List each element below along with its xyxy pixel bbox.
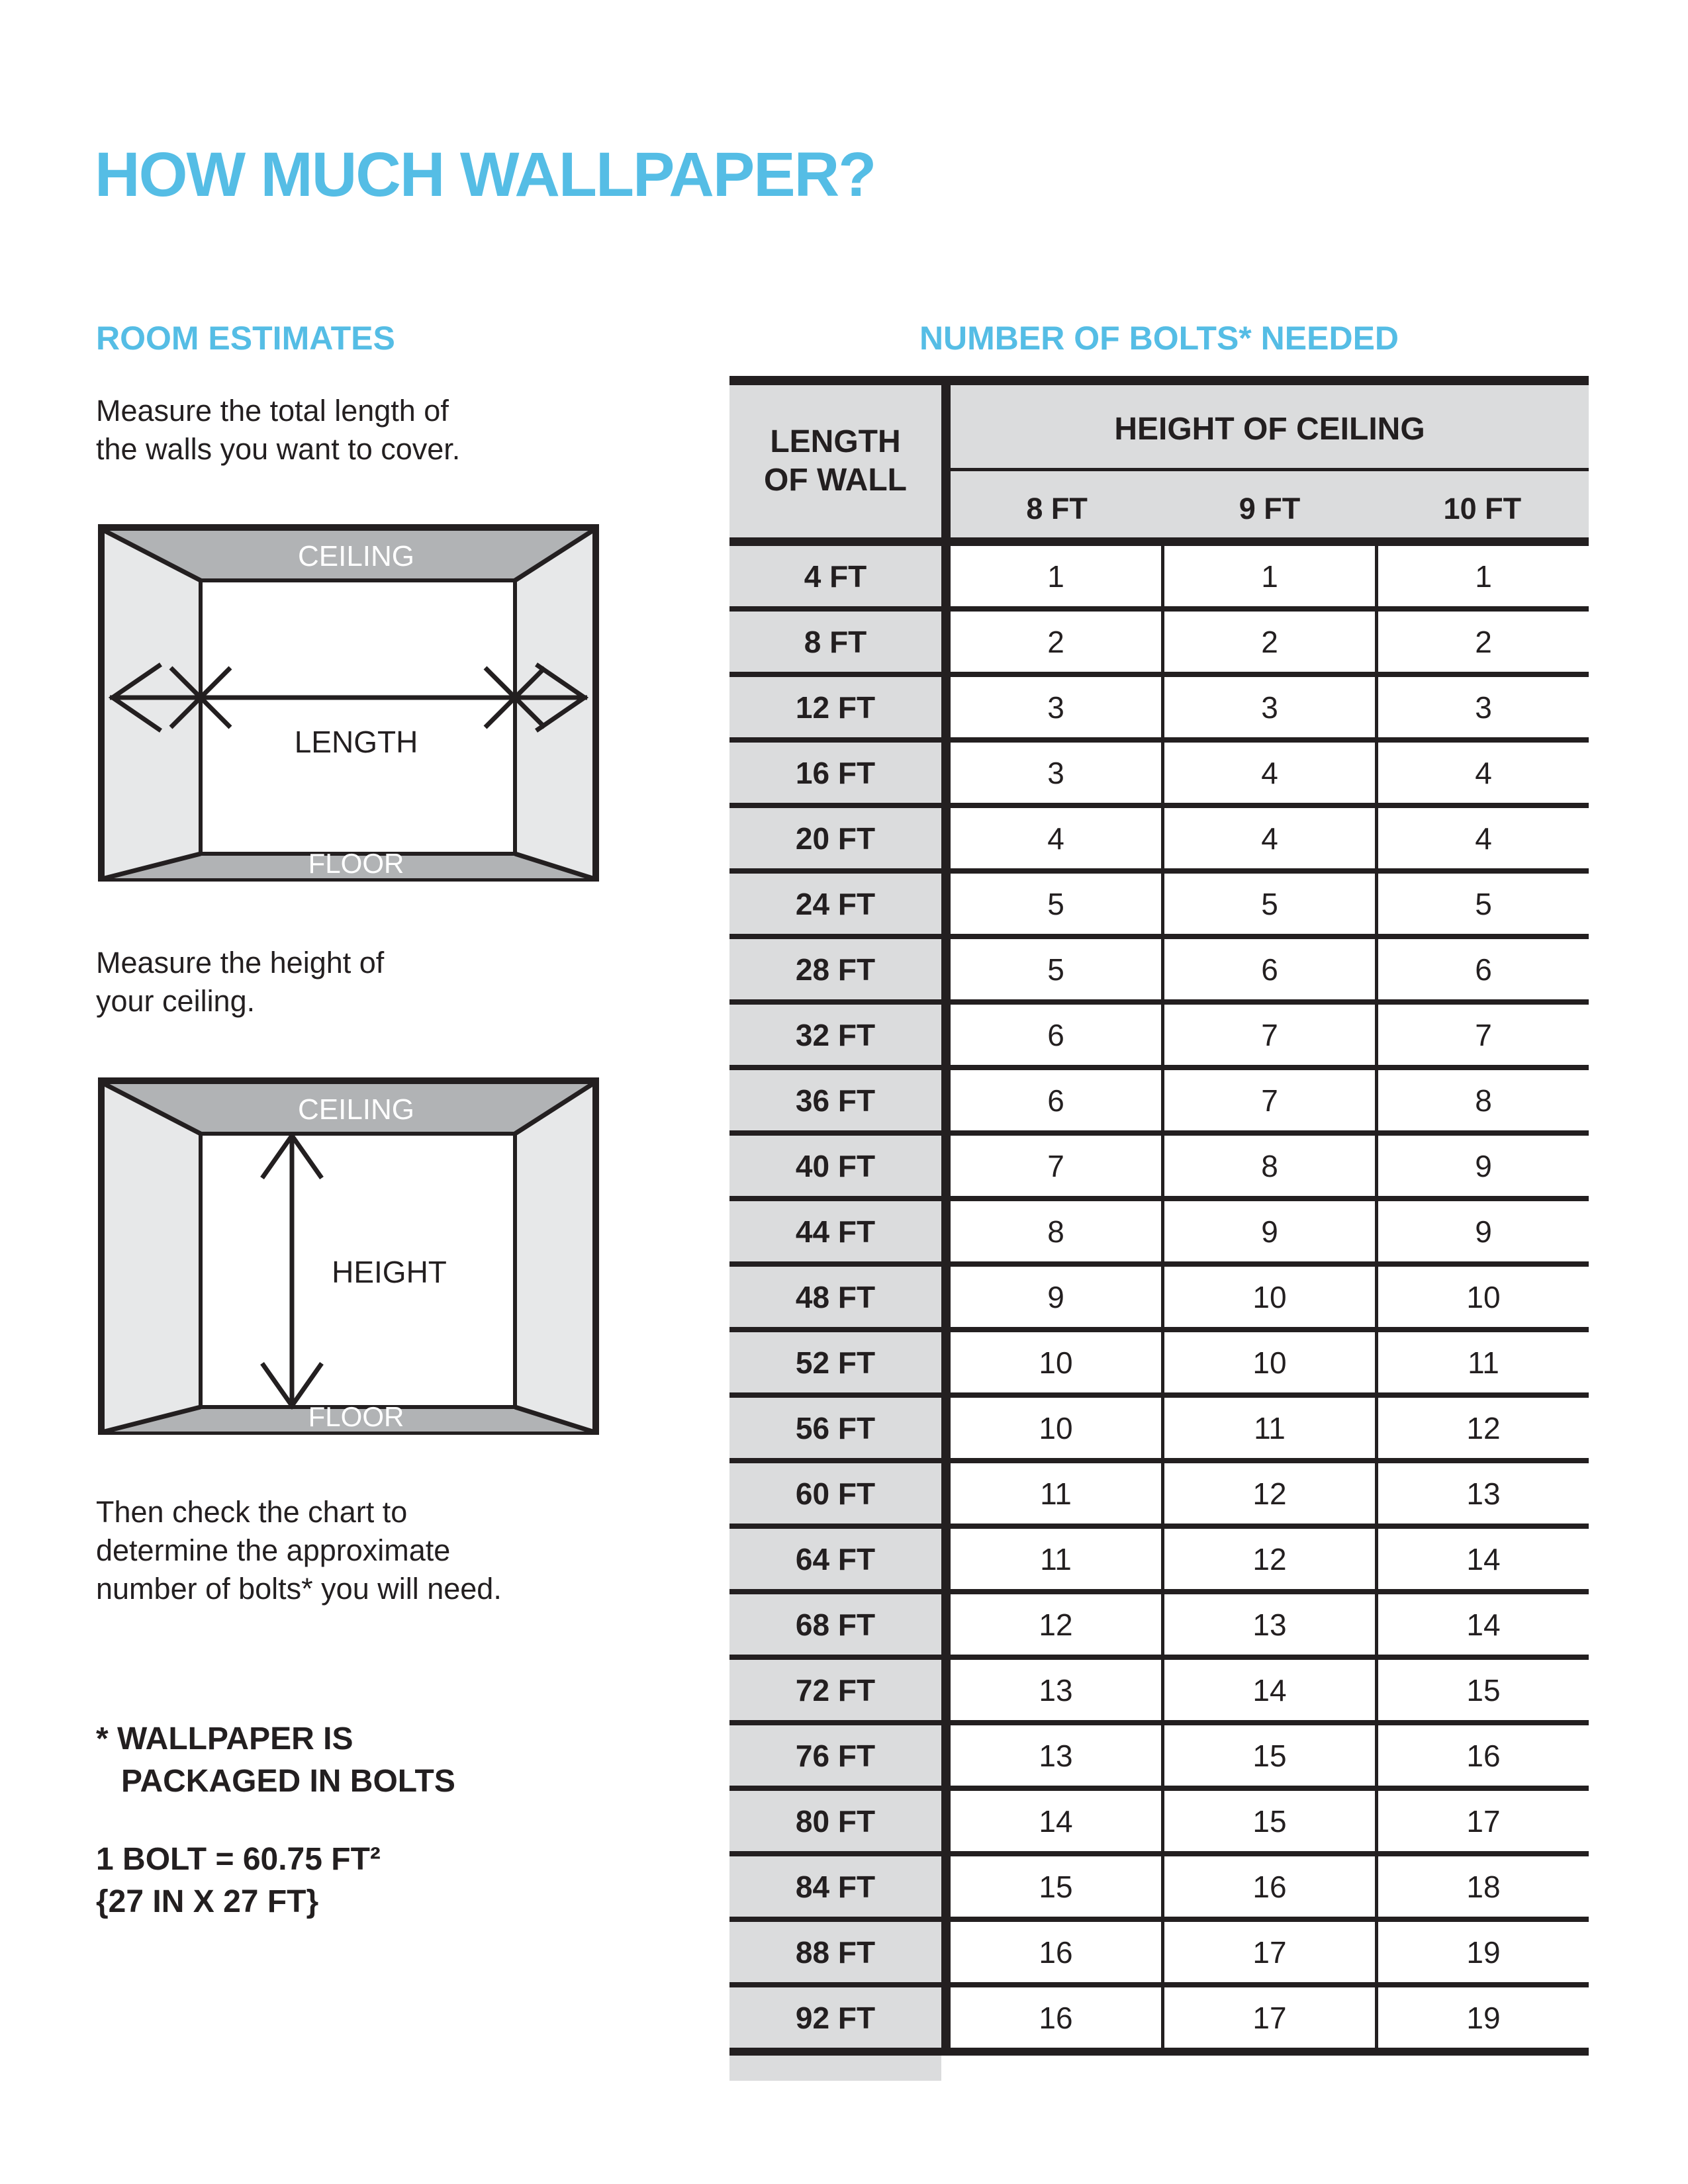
bolt-count-cell: 5 <box>1375 874 1589 934</box>
room-estimates-heading: ROOM ESTIMATES <box>96 320 395 357</box>
table-row <box>729 1005 1589 1070</box>
bolts-table <box>729 376 1589 2081</box>
row-label: 84 FT <box>729 1856 951 1917</box>
table-row <box>729 1070 1589 1136</box>
bolt-count-cell: 4 <box>1161 808 1375 868</box>
height-diagram <box>98 1077 599 1435</box>
height-diagram-graphic <box>98 1077 599 1435</box>
bolt-count-cell: 19 <box>1375 1922 1589 1982</box>
header-line: LENGTH <box>770 424 901 459</box>
table-row <box>729 612 1589 677</box>
row-label: 88 FT <box>729 1922 951 1982</box>
bolt-count-cell: 6 <box>951 1005 1161 1065</box>
bolt-count-cell: 3 <box>1375 677 1589 737</box>
right-wall-surface <box>515 531 592 878</box>
back-wall <box>201 580 515 854</box>
bolt-count-cell: 14 <box>951 1791 1161 1851</box>
row-label: 60 FT <box>729 1463 951 1524</box>
bolt-count-cell: 5 <box>951 939 1161 999</box>
bolt-size-note <box>96 1839 381 1923</box>
table-row <box>729 1136 1589 1201</box>
bolt-count-cell: 14 <box>1375 1594 1589 1655</box>
bolt-count-cell: 16 <box>951 1922 1161 1982</box>
bolt-count-cell: 1 <box>951 546 1161 606</box>
row-label: 52 FT <box>729 1332 951 1392</box>
floor-label: FLOOR <box>308 848 404 879</box>
row-label: 40 FT <box>729 1136 951 1196</box>
row-label: 32 FT <box>729 1005 951 1065</box>
row-label: 20 FT <box>729 808 951 868</box>
table-row <box>729 939 1589 1005</box>
bolt-count-cell: 17 <box>1161 1922 1375 1982</box>
table-row <box>729 1987 1589 2056</box>
table-row <box>729 1529 1589 1594</box>
table-bottom-stub <box>729 2056 941 2081</box>
bolt-count-cell: 6 <box>951 1070 1161 1130</box>
bolt-count-cell: 11 <box>951 1463 1161 1524</box>
row-label: 16 FT <box>729 743 951 803</box>
instruction-line: your ceiling. <box>96 984 256 1018</box>
height-label: HEIGHT <box>332 1255 447 1289</box>
bolt-count-cell: 13 <box>1375 1463 1589 1524</box>
row-label: 72 FT <box>729 1660 951 1720</box>
ceiling-label: CEILING <box>297 540 415 572</box>
bolt-count-cell: 18 <box>1375 1856 1589 1917</box>
header-separator-bar <box>729 537 1589 546</box>
row-label: 28 FT <box>729 939 951 999</box>
bolts-footnote <box>96 1718 455 1803</box>
row-label: 8 FT <box>729 612 951 672</box>
bolts-table-heading: NUMBER OF BOLTS* NEEDED <box>919 320 1399 357</box>
table-row <box>729 1922 1589 1987</box>
table-row <box>729 1463 1589 1529</box>
table-row <box>729 1332 1589 1398</box>
instruction-line: determine the approximate <box>96 1533 451 1567</box>
bolt-count-cell: 16 <box>951 1987 1161 2048</box>
right-wall-surface <box>515 1084 592 1432</box>
left-wall-surface <box>105 1084 201 1432</box>
bolt-count-cell: 6 <box>1375 939 1589 999</box>
bolt-count-cell: 15 <box>1375 1660 1589 1720</box>
bolt-count-cell: 7 <box>1161 1070 1375 1130</box>
instruction-line: Then check the chart to <box>96 1495 408 1529</box>
instruction-line: Measure the total length of <box>96 394 449 428</box>
row-label: 56 FT <box>729 1398 951 1458</box>
bolt-count-cell: 4 <box>951 808 1161 868</box>
ceiling-height-subheader <box>951 471 1589 537</box>
bolt-count-cell: 7 <box>1161 1005 1375 1065</box>
table-row <box>729 1594 1589 1660</box>
row-label: 44 FT <box>729 1201 951 1261</box>
bolt-count-cell: 11 <box>951 1529 1161 1589</box>
column-header-9ft: 9 FT <box>1239 492 1301 525</box>
bolt-count-cell: 12 <box>951 1594 1161 1655</box>
bolt-count-cell: 4 <box>1375 808 1589 868</box>
bolt-count-cell: 14 <box>1375 1529 1589 1589</box>
bolt-count-cell: 9 <box>1161 1201 1375 1261</box>
instruction-line: Measure the height of <box>96 946 385 979</box>
table-row <box>729 546 1589 612</box>
row-label: 48 FT <box>729 1267 951 1327</box>
footnote-line: {27 IN X 27 FT} <box>96 1884 319 1919</box>
row-label: 36 FT <box>729 1070 951 1130</box>
length-diagram-graphic <box>98 524 599 882</box>
column-header-8ft: 8 FT <box>1026 492 1088 525</box>
ceiling-height-header-group <box>951 385 1589 537</box>
bolt-count-cell: 11 <box>1161 1398 1375 1458</box>
bolt-count-cell: 15 <box>1161 1725 1375 1786</box>
length-diagram <box>98 524 599 882</box>
instruction-line: number of bolts* you will need. <box>96 1572 502 1606</box>
height-of-ceiling-header: HEIGHT OF CEILING <box>951 385 1589 471</box>
bolt-count-cell: 12 <box>1161 1529 1375 1589</box>
footnote-line: PACKAGED IN BOLTS <box>121 1764 455 1799</box>
column-header-10ft: 10 FT <box>1443 492 1522 525</box>
bolt-count-cell: 1 <box>1161 546 1375 606</box>
bolt-count-cell: 2 <box>1161 612 1375 672</box>
table-row <box>729 1856 1589 1922</box>
bolt-count-cell: 3 <box>951 677 1161 737</box>
row-label: 4 FT <box>729 546 951 606</box>
footnote-line: * WALLPAPER IS <box>96 1721 353 1756</box>
header-line: OF WALL <box>764 463 907 498</box>
bolt-count-cell: 15 <box>951 1856 1161 1917</box>
row-label: 92 FT <box>729 1987 951 2048</box>
bolt-count-cell: 3 <box>1161 677 1375 737</box>
table-row <box>729 1660 1589 1725</box>
table-row <box>729 1725 1589 1791</box>
length-label: LENGTH <box>294 725 418 759</box>
bolt-count-cell: 10 <box>1161 1332 1375 1392</box>
bolt-count-cell: 10 <box>1161 1267 1375 1327</box>
bolt-count-cell: 4 <box>1161 743 1375 803</box>
table-row <box>729 808 1589 874</box>
row-label: 64 FT <box>729 1529 951 1589</box>
bolt-count-cell: 4 <box>1375 743 1589 803</box>
bolt-count-cell: 16 <box>1161 1856 1375 1917</box>
bolt-count-cell: 15 <box>1161 1791 1375 1851</box>
table-body <box>729 546 1589 2056</box>
table-row <box>729 677 1589 743</box>
row-label: 24 FT <box>729 874 951 934</box>
bolt-count-cell: 19 <box>1375 1987 1589 2048</box>
bolt-count-cell: 5 <box>1161 874 1375 934</box>
bolt-count-cell: 10 <box>1375 1267 1589 1327</box>
bolt-count-cell: 9 <box>951 1267 1161 1327</box>
bolt-count-cell: 9 <box>1375 1201 1589 1261</box>
row-label: 68 FT <box>729 1594 951 1655</box>
bolt-count-cell: 12 <box>1375 1398 1589 1458</box>
row-label: 12 FT <box>729 677 951 737</box>
bolt-count-cell: 10 <box>951 1398 1161 1458</box>
bolt-count-cell: 9 <box>1375 1136 1589 1196</box>
bolt-count-cell: 6 <box>1161 939 1375 999</box>
table-row <box>729 874 1589 939</box>
bolt-count-cell: 16 <box>1375 1725 1589 1786</box>
table-row <box>729 743 1589 808</box>
bolt-count-cell: 7 <box>1375 1005 1589 1065</box>
table-row <box>729 1398 1589 1463</box>
bolt-count-cell: 8 <box>951 1201 1161 1261</box>
bolt-count-cell: 13 <box>1161 1594 1375 1655</box>
ceiling-label: CEILING <box>297 1093 415 1126</box>
bolt-count-cell: 2 <box>1375 612 1589 672</box>
bolt-count-cell: 17 <box>1161 1987 1375 2048</box>
table-row <box>729 1201 1589 1267</box>
floor-label: FLOOR <box>308 1401 404 1432</box>
bolt-count-cell: 7 <box>951 1136 1161 1196</box>
row-label: 80 FT <box>729 1791 951 1851</box>
table-row <box>729 1267 1589 1332</box>
bolt-count-cell: 2 <box>951 612 1161 672</box>
table-row <box>729 1791 1589 1856</box>
bolt-count-cell: 17 <box>1375 1791 1589 1851</box>
bolt-count-cell: 1 <box>1375 546 1589 606</box>
instruction-line: the walls you want to cover. <box>96 432 461 466</box>
instruction-step-2 <box>96 944 384 1021</box>
table-header <box>729 385 1589 537</box>
bolt-count-cell: 13 <box>951 1725 1161 1786</box>
bolt-count-cell: 12 <box>1161 1463 1375 1524</box>
bolt-count-cell: 13 <box>951 1660 1161 1720</box>
bolt-count-cell: 11 <box>1375 1332 1589 1392</box>
bolt-count-cell: 5 <box>951 874 1161 934</box>
bolt-count-cell: 14 <box>1161 1660 1375 1720</box>
table-top-bar <box>729 376 1589 385</box>
bolt-count-cell: 10 <box>951 1332 1161 1392</box>
bolt-count-cell: 8 <box>1375 1070 1589 1130</box>
instruction-step-3 <box>96 1493 502 1608</box>
page-title: HOW MUCH WALLPAPER? <box>95 139 876 210</box>
footnote-line: 1 BOLT = 60.75 FT² <box>96 1842 381 1877</box>
bolt-count-cell: 3 <box>951 743 1161 803</box>
bolt-count-cell: 8 <box>1161 1136 1375 1196</box>
length-of-wall-header <box>729 385 951 537</box>
row-label: 76 FT <box>729 1725 951 1786</box>
instruction-step-1 <box>96 392 460 469</box>
